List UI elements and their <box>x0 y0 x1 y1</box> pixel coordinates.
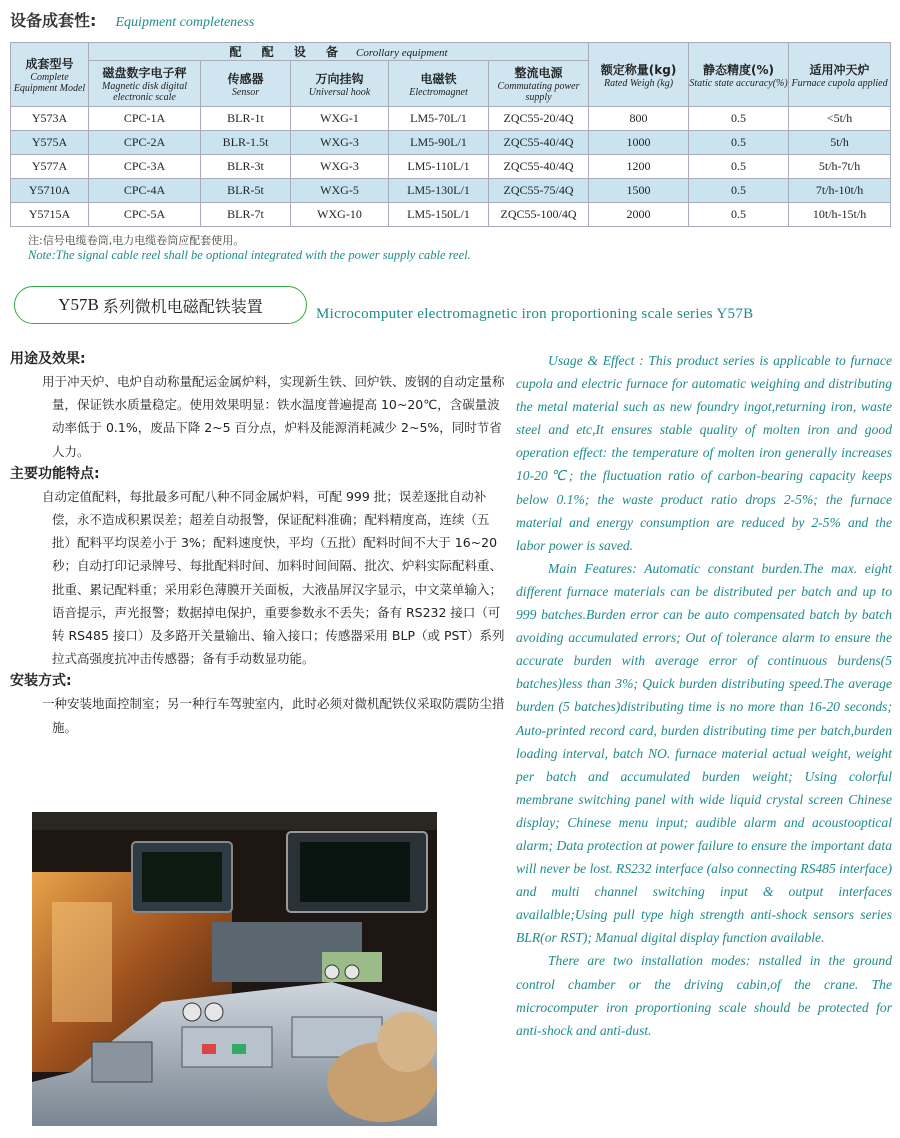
table-cell: ZQC55-75/4Q <box>489 179 589 203</box>
features-body: 自动定值配料，每批最多可配八种不同金属炉料，可配 999 批；误差逐批自动补偿，永不造成积累误差；超差自动报警，保证配料准确；配料精度高，连续（五批）配料平均误差小于 3%；配料速度快，平均（五批）配料时间不大于 16~20 秒；自动打印记录牌号、每批配料时间、加料时间间隔、批次、炉料实际配料重、批重、累记配料重；采用彩色薄膜开关面板，大液晶屏汉字显示，中文菜单输入；语音提示，声光报警；数据掉电保护，重要参数永不丢失；备有 RS232 接口（可转 RS485 接口）及多路开关量输出、输入接口；传感器采用 BLP（或 PST）系列拉式高强度抗冲击传感器；备有手动数显功能。 <box>42 488 505 667</box>
table-row <box>11 179 891 203</box>
equipment-table <box>10 42 891 227</box>
install-heading: 安装方式: <box>10 673 72 690</box>
table-cell: Y577A <box>11 155 89 179</box>
table-cell: 0.5 <box>689 131 789 155</box>
rated-weigh-header: 额定称量(kg) Rated Weigh (kg) <box>589 43 689 107</box>
table-cell: BLR-3t <box>201 155 291 179</box>
table-cell: WXG-5 <box>291 179 389 203</box>
scale-header: 磁盘数字电子秤 Magnetic disk digital electronic scale <box>89 61 201 107</box>
table-cell: 0.5 <box>689 107 789 131</box>
table-cell: 1000 <box>589 131 689 155</box>
note-cn: 注:信号电缆卷筒,电力电缆卷筒应配套使用。 <box>28 234 245 247</box>
accuracy-header: 静态精度(%) Static state accuracy(%) <box>689 43 789 107</box>
table-cell: 0.5 <box>689 203 789 227</box>
table-cell: CPC-3A <box>89 155 201 179</box>
sensor-header: 传感器 Sensor <box>201 61 291 107</box>
table-cell: ZQC55-100/4Q <box>489 203 589 227</box>
model-header: 成套型号 Complete Equipment Model <box>11 43 89 107</box>
chinese-description <box>10 348 505 739</box>
series-title-en: Microcomputer electromagnetic iron proportioning scale series Y57B <box>316 306 754 322</box>
table-cell: 1500 <box>589 179 689 203</box>
table-cell: ZQC55-40/4Q <box>489 131 589 155</box>
table-row <box>11 155 891 179</box>
table-cell: BLR-7t <box>201 203 291 227</box>
table-cell: WXG-1 <box>291 107 389 131</box>
table-cell: CPC-5A <box>89 203 201 227</box>
control-room-photo <box>32 812 437 1126</box>
table-cell: Y573A <box>11 107 89 131</box>
table-cell: CPC-4A <box>89 179 201 203</box>
table-cell: 5t/h <box>789 131 891 155</box>
series-title-cn: 系列微机电磁配铁装置 <box>102 296 263 316</box>
features-heading: 主要功能特点: <box>10 465 100 482</box>
series-model: Y57B <box>58 295 99 314</box>
table-cell: LM5-90L/1 <box>389 131 489 155</box>
table-row <box>11 203 891 227</box>
control-room-illustration <box>32 812 437 1126</box>
table-cell: ZQC55-40/4Q <box>489 155 589 179</box>
section-title-cn: 设备成套性: <box>10 11 97 30</box>
corollary-equipment-header: 配 配 设 备 Corollary equipment <box>89 43 589 61</box>
electromagnet-header: 电磁铁 Electromagnet <box>389 61 489 107</box>
table-row <box>11 131 891 155</box>
table-cell: WXG-3 <box>291 131 389 155</box>
table-cell: BLR-1.5t <box>201 131 291 155</box>
table-cell: Y575A <box>11 131 89 155</box>
table-cell: LM5-110L/1 <box>389 155 489 179</box>
table-cell: BLR-5t <box>201 179 291 203</box>
table-cell: 800 <box>589 107 689 131</box>
table-cell: CPC-1A <box>89 107 201 131</box>
table-cell: LM5-130L/1 <box>389 179 489 203</box>
table-cell: 10t/h-15t/h <box>789 203 891 227</box>
table-cell: LM5-150L/1 <box>389 203 489 227</box>
table-cell: ZQC55-20/4Q <box>489 107 589 131</box>
series-title-pill <box>14 286 307 324</box>
table-cell: BLR-1t <box>201 107 291 131</box>
cupola-header: 适用冲天炉 Furnace cupola applied <box>789 43 891 107</box>
table-cell: 1200 <box>589 155 689 179</box>
install-body: 一种安装地面控制室；另一种行车驾驶室内，此时必须对微机配铁仪采取防震防尘措施。 <box>42 696 505 735</box>
table-cell: Y5715A <box>11 203 89 227</box>
hook-header: 万向挂钩 Universal hook <box>291 61 389 107</box>
usage-heading: 用途及效果: <box>10 351 86 367</box>
features-paragraph-en: Main Features: Automatic constant burden.The max. eight different furnace materials can be distributed per batch and up to 999 batches.Burden error can be auto compensated batch by batch avoiding accumulated errors; Out of tolerance alarm to ensure the accurate burden with average error of continuous burdens(5 batches)less than 3%; Quick burden distributing speed.The average burden (5 batches)distributing time is no more than 16-20 seconds; Auto-printed record card, burden distributing time per batch,burden loading interval, batch NO. furnace material actual weight, weight per batch and accumulated burden weight; Using colorful membrane switching panel with wide liquid crystal screen Chinese display; Chinese menu input; audible alarm and acoustooptical alarm; Data protection at power failure to ensure the important data will never be lost. RS232 interface (also connecting RS485 interface) and multi channel switching input & output interfaces availalble;Using pull type high strength anti-shock sensors series BLR(or RST); Manual digital display function available. <box>516 560 893 946</box>
table-cell: <5t/h <box>789 107 891 131</box>
table-cell: WXG-3 <box>291 155 389 179</box>
install-paragraph-en: There are two installation modes: nstalled in the ground control chamber or the driving cabin,of the crane. The microcomputer iron proportioning scale should be protected for anti-shock and anti-dust. <box>516 953 892 1038</box>
table-cell: 7t/h-10t/h <box>789 179 891 203</box>
english-description <box>516 349 892 1042</box>
table-cell: 2000 <box>589 203 689 227</box>
table-cell: CPC-2A <box>89 131 201 155</box>
table-cell: 0.5 <box>689 179 789 203</box>
usage-body: 用于冲天炉、电炉自动称量配运金属炉料，实现新生铁、回炉铁、废钢的自动定量称量，保证铁水质量稳定。使用效果明显：铁水温度普遍提高 10~20℃，含碳量波动率低于 0.1%，废品下降 2~5 百分点，炉料及能源消耗减少 2~5%，同时节省人力。 <box>42 374 505 459</box>
table-cell: LM5-70L/1 <box>389 107 489 131</box>
section-title-en: Equipment completeness <box>115 15 255 30</box>
table-cell: 0.5 <box>689 155 789 179</box>
table-row <box>11 107 891 131</box>
table-cell: WXG-10 <box>291 203 389 227</box>
equipment-section-title <box>10 8 254 31</box>
table-cell: 5t/h-7t/h <box>789 155 891 179</box>
power-supply-header: 整流电源 Commutating power supply <box>489 61 589 107</box>
usage-paragraph-en: Usage & Effect : This product series is applicable to furnace cupola and electric furnace for automatic weighing and distributing the metal material such as new foundry ingot,returning iron, waste steel and etc,It ensures stable quality of molten iron and good operation effect: the temperature of molten iron generally increases 10-20℃; the fluctuation ratio of carbon-bearing capacity keeps below 0.1%; the waste product ratio drops 2-5%; the furnace material and energy consumption are reduced by 2-5% and the labor power is saved. <box>516 353 892 553</box>
table-cell: Y5710A <box>11 179 89 203</box>
note-en: Note:The signal cable reel shall be optional integrated with the power supply cable reel. <box>28 248 471 262</box>
